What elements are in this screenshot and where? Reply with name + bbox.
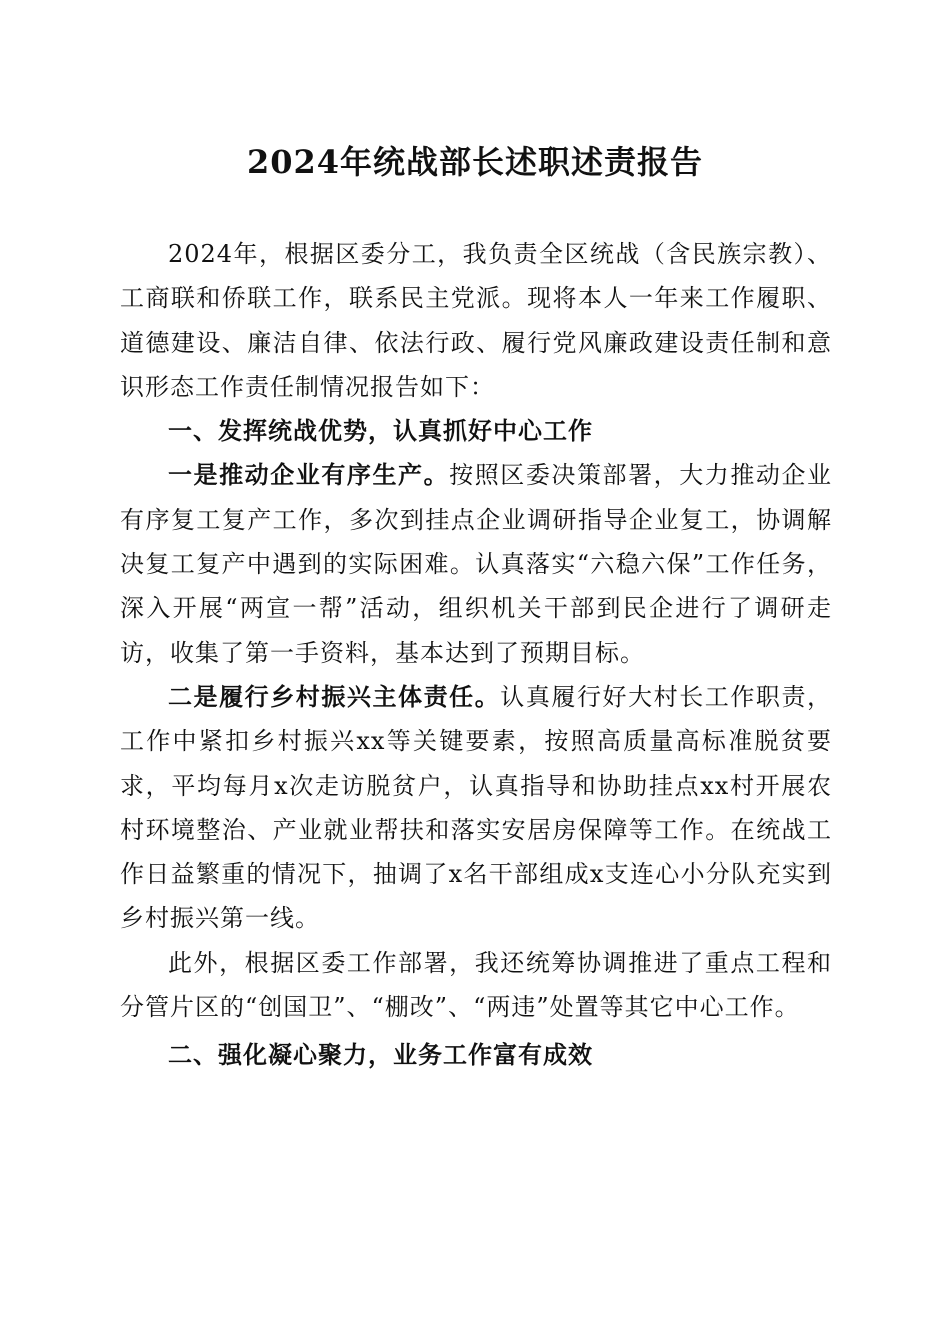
paragraph-lead: 一是推动企业有序生产。 [168, 461, 450, 490]
section-2-heading: 二、强化凝心聚力，业务工作富有成效 [168, 1041, 593, 1070]
section-1-paragraph-1 [120, 453, 832, 674]
document-title: 2024年统战部长述职述责报告 [246, 143, 704, 181]
paragraph-text: 按照区委决策部署，大力推动企业有序复工复产工作，多次到挂点企业调研指导企业复工，协调解决复工复产中遇到的实际困难。认真落实“六稳六保”工作任务，深入开展“两宣一帮”活动，组织机关干部到民企进行了调研走访，收集了第一手资料，基本达到了预期目标。 [120, 461, 833, 667]
section-1-paragraph-2 [120, 675, 832, 941]
intro-paragraph: 2024年，根据区委分工，我负责全区统战（含民族宗教）、工商联和侨联工作，联系民主党派。现将本人一年来工作履职、道德建设、廉洁自律、依法行政、履行党风廉政建设责任制和意识形态工作责任制情况报告如下： [120, 240, 832, 401]
section-1-heading: 一、发挥统战优势，认真抓好中心工作 [168, 417, 593, 446]
document-body [120, 232, 832, 1078]
paragraph-lead: 二是履行乡村振兴主体责任。 [168, 682, 501, 711]
section-1-paragraph-3: 此外，根据区委工作部署，我还统筹协调推进了重点工程和分管片区的“创国卫”、“棚改”、“两违”处置等其它中心工作。 [120, 948, 832, 1022]
paragraph-text: 认真履行好大村长工作职责，工作中紧扣乡村振兴xx等关键要素，按照高质量高标准脱贫要求，平均每月x次走访脱贫户，认真指导和协助挂点xx村开展农村环境整治、产业就业帮扶和落实安居房保障等工作。在统战工作日益繁重的情况下，抽调了x名干部组成x支连心小分队充实到乡村振兴第一线。 [120, 682, 833, 933]
